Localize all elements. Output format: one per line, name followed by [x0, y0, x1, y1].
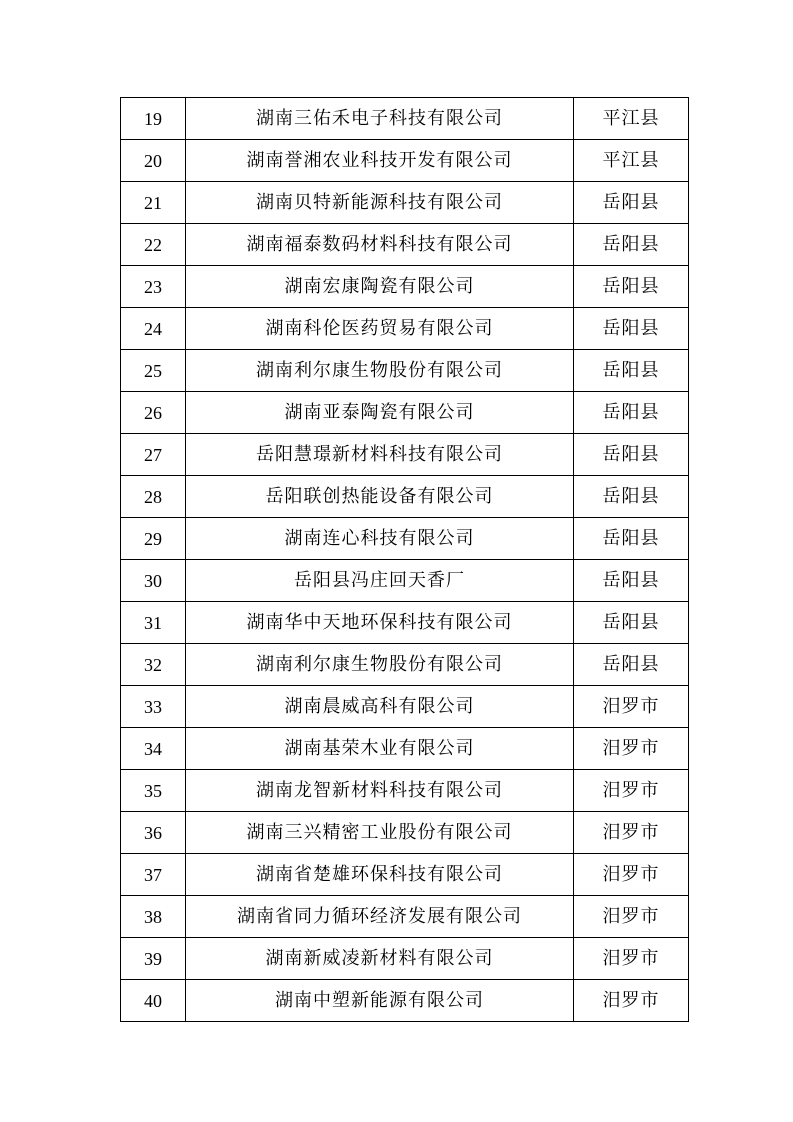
company-name-cell: 岳阳联创热能设备有限公司 — [186, 476, 574, 518]
company-name-cell: 湖南贝特新能源科技有限公司 — [186, 182, 574, 224]
region-cell: 汨罗市 — [574, 770, 689, 812]
row-number-cell: 37 — [121, 854, 186, 896]
row-number-cell: 36 — [121, 812, 186, 854]
company-name-cell: 湖南福泰数码材料科技有限公司 — [186, 224, 574, 266]
company-name-cell: 湖南中塑新能源有限公司 — [186, 980, 574, 1022]
row-number-cell: 40 — [121, 980, 186, 1022]
region-cell: 汨罗市 — [574, 854, 689, 896]
region-cell: 汨罗市 — [574, 980, 689, 1022]
row-number-cell: 26 — [121, 392, 186, 434]
row-number-cell: 21 — [121, 182, 186, 224]
region-cell: 岳阳县 — [574, 476, 689, 518]
row-number-cell: 32 — [121, 644, 186, 686]
company-name-cell: 湖南科伦医药贸易有限公司 — [186, 308, 574, 350]
row-number-cell: 24 — [121, 308, 186, 350]
company-name-cell: 湖南宏康陶瓷有限公司 — [186, 266, 574, 308]
table-row — [121, 896, 689, 938]
row-number-cell: 25 — [121, 350, 186, 392]
company-name-cell: 湖南三佑禾电子科技有限公司 — [186, 98, 574, 140]
table-row — [121, 560, 689, 602]
row-number-cell: 19 — [121, 98, 186, 140]
company-name-cell: 湖南省楚雄环保科技有限公司 — [186, 854, 574, 896]
region-cell: 汨罗市 — [574, 938, 689, 980]
row-number-cell: 29 — [121, 518, 186, 560]
table-row — [121, 392, 689, 434]
table-row — [121, 602, 689, 644]
row-number-cell: 23 — [121, 266, 186, 308]
row-number-cell: 30 — [121, 560, 186, 602]
table-row — [121, 476, 689, 518]
table-row — [121, 308, 689, 350]
table-row — [121, 266, 689, 308]
region-cell: 平江县 — [574, 98, 689, 140]
company-name-cell: 湖南基荣木业有限公司 — [186, 728, 574, 770]
region-cell: 岳阳县 — [574, 392, 689, 434]
table-row — [121, 644, 689, 686]
region-cell: 岳阳县 — [574, 224, 689, 266]
table-row — [121, 98, 689, 140]
row-number-cell: 39 — [121, 938, 186, 980]
row-number-cell: 31 — [121, 602, 186, 644]
company-name-cell: 湖南誉湘农业科技开发有限公司 — [186, 140, 574, 182]
table-row — [121, 812, 689, 854]
row-number-cell: 34 — [121, 728, 186, 770]
row-number-cell: 33 — [121, 686, 186, 728]
table-row — [121, 770, 689, 812]
region-cell: 汨罗市 — [574, 686, 689, 728]
company-name-cell: 湖南利尔康生物股份有限公司 — [186, 350, 574, 392]
region-cell: 汨罗市 — [574, 896, 689, 938]
region-cell: 岳阳县 — [574, 266, 689, 308]
row-number-cell: 28 — [121, 476, 186, 518]
company-name-cell: 岳阳县冯庄回天香厂 — [186, 560, 574, 602]
company-list-table — [120, 97, 689, 1022]
table-row — [121, 224, 689, 266]
table-row — [121, 434, 689, 476]
company-name-cell: 湖南省同力循环经济发展有限公司 — [186, 896, 574, 938]
company-name-cell: 岳阳慧璟新材料科技有限公司 — [186, 434, 574, 476]
company-name-cell: 湖南三兴精密工业股份有限公司 — [186, 812, 574, 854]
table-row — [121, 686, 689, 728]
region-cell: 岳阳县 — [574, 308, 689, 350]
region-cell: 平江县 — [574, 140, 689, 182]
region-cell: 岳阳县 — [574, 350, 689, 392]
company-name-cell: 湖南亚泰陶瓷有限公司 — [186, 392, 574, 434]
table-body — [121, 98, 689, 1022]
table-row — [121, 350, 689, 392]
region-cell: 汨罗市 — [574, 812, 689, 854]
company-name-cell: 湖南新威凌新材料有限公司 — [186, 938, 574, 980]
table-row — [121, 182, 689, 224]
region-cell: 岳阳县 — [574, 644, 689, 686]
row-number-cell: 38 — [121, 896, 186, 938]
table-row — [121, 518, 689, 560]
region-cell: 岳阳县 — [574, 182, 689, 224]
table-row — [121, 980, 689, 1022]
company-name-cell: 湖南龙智新材料科技有限公司 — [186, 770, 574, 812]
company-name-cell: 湖南连心科技有限公司 — [186, 518, 574, 560]
region-cell: 岳阳县 — [574, 434, 689, 476]
row-number-cell: 20 — [121, 140, 186, 182]
company-name-cell: 湖南晨威高科有限公司 — [186, 686, 574, 728]
table-row — [121, 938, 689, 980]
table-row — [121, 728, 689, 770]
row-number-cell: 27 — [121, 434, 186, 476]
row-number-cell: 35 — [121, 770, 186, 812]
region-cell: 汨罗市 — [574, 728, 689, 770]
table-row — [121, 854, 689, 896]
region-cell: 岳阳县 — [574, 518, 689, 560]
region-cell: 岳阳县 — [574, 602, 689, 644]
table-row — [121, 140, 689, 182]
company-name-cell: 湖南利尔康生物股份有限公司 — [186, 644, 574, 686]
row-number-cell: 22 — [121, 224, 186, 266]
company-name-cell: 湖南华中天地环保科技有限公司 — [186, 602, 574, 644]
region-cell: 岳阳县 — [574, 560, 689, 602]
